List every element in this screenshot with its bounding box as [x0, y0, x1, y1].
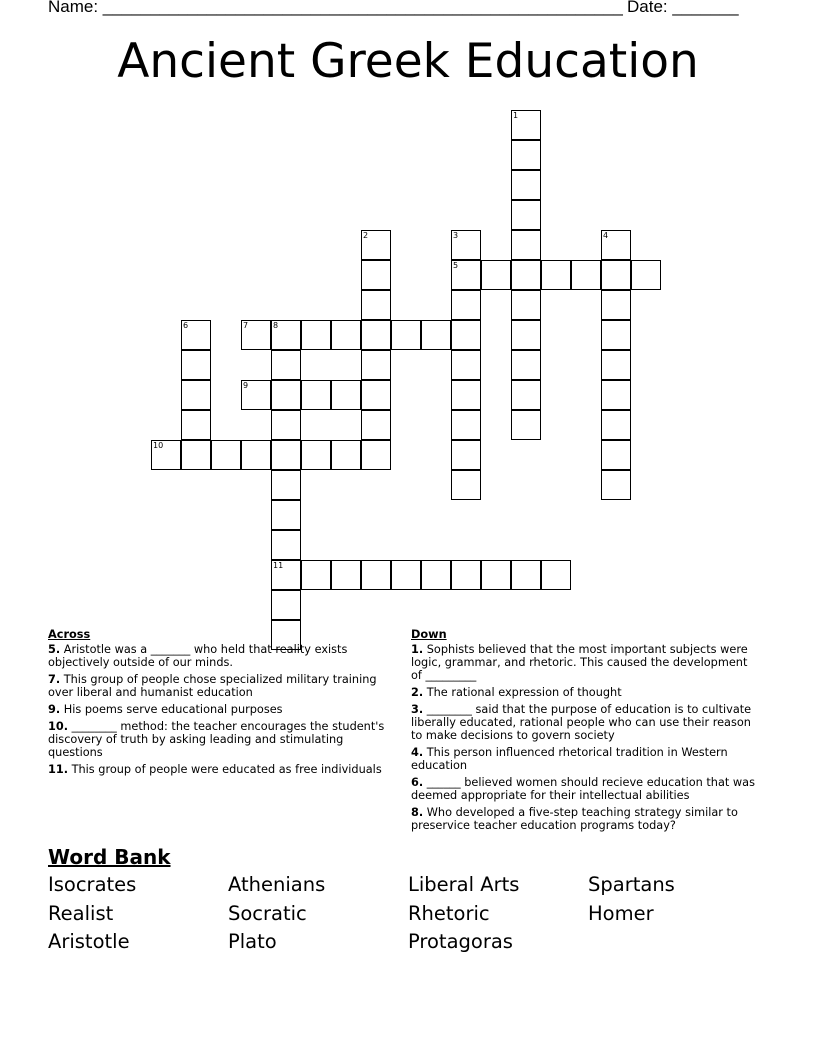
clue-number-label: 2 — [363, 231, 369, 240]
crossword-cell[interactable] — [271, 560, 301, 590]
crossword-cell[interactable] — [361, 230, 391, 260]
crossword-cell[interactable] — [511, 350, 541, 380]
crossword-cell[interactable] — [271, 350, 301, 380]
word-bank-word: Athenians — [228, 873, 326, 896]
crossword-cell[interactable] — [451, 290, 481, 320]
crossword-cell[interactable] — [451, 260, 481, 290]
crossword-cell[interactable] — [241, 320, 271, 350]
word-bank-word: Aristotle — [48, 930, 130, 953]
crossword-cell[interactable] — [301, 320, 331, 350]
crossword-cell[interactable] — [511, 170, 541, 200]
down-clue — [411, 746, 761, 772]
clue-number: 8. — [411, 806, 424, 819]
page-title: Ancient Greek Education — [117, 34, 699, 89]
clue-number-label: 5 — [453, 261, 459, 270]
clue-number-label: 11 — [273, 561, 284, 570]
crossword-cell[interactable] — [601, 320, 631, 350]
crossword-cell[interactable] — [331, 380, 361, 410]
crossword-cell[interactable] — [631, 260, 661, 290]
crossword-cell[interactable] — [601, 470, 631, 500]
clue-text: This person influenced rhetorical tradition in Western education — [411, 746, 728, 772]
crossword-cell[interactable] — [511, 260, 541, 290]
crossword-cell[interactable] — [361, 290, 391, 320]
name-field-label: Name: _______________________________________________________ — [48, 0, 623, 16]
clue-text: This group of people were educated as free individuals — [71, 763, 382, 776]
crossword-cell[interactable] — [391, 320, 421, 350]
crossword-cell[interactable] — [511, 560, 541, 590]
word-bank-word: Liberal Arts — [408, 873, 520, 896]
crossword-cell[interactable] — [331, 440, 361, 470]
down-clues — [411, 628, 761, 836]
clue-text: The rational expression of thought — [426, 686, 622, 699]
clue-number: 2. — [411, 686, 424, 699]
across-clue — [48, 763, 398, 776]
crossword-cell[interactable] — [571, 260, 601, 290]
crossword-cell[interactable] — [511, 230, 541, 260]
crossword-cell[interactable] — [331, 560, 361, 590]
across-clue — [48, 720, 398, 759]
crossword-cell[interactable] — [481, 260, 511, 290]
clue-text: ________ method: the teacher encourages the student's discovery of truth by asking leading and stimulating questions — [48, 720, 385, 759]
crossword-cell[interactable] — [361, 410, 391, 440]
crossword-cell[interactable] — [541, 260, 571, 290]
clue-number: 9. — [48, 703, 61, 716]
clue-text: This group of people chose specialized military training over liberal and humanist education — [48, 673, 377, 699]
down-clue — [411, 703, 761, 742]
clue-number: 4. — [411, 746, 424, 759]
word-bank-word: Spartans — [588, 873, 675, 896]
clue-text: Aristotle was a _______ who held that reality exists objectively outside of our minds. — [48, 643, 348, 669]
crossword-cell[interactable] — [451, 350, 481, 380]
clue-number: 3. — [411, 703, 424, 716]
down-clue — [411, 686, 761, 699]
crossword-cell[interactable] — [151, 440, 181, 470]
crossword-cell[interactable] — [511, 290, 541, 320]
clue-number-label: 7 — [243, 321, 249, 330]
across-clues — [48, 628, 398, 780]
clue-number: 5. — [48, 643, 61, 656]
word-bank-word: Realist — [48, 902, 114, 925]
crossword-cell[interactable] — [271, 470, 301, 500]
crossword-cell[interactable] — [601, 440, 631, 470]
crossword-cell[interactable] — [301, 380, 331, 410]
clue-text: ________ said that the purpose of education is to cultivate liberally educated, rational people who can use their reason to make decisions to govern society — [411, 703, 752, 742]
crossword-cell[interactable] — [241, 440, 271, 470]
crossword-cell[interactable] — [481, 560, 511, 590]
across-heading: Across — [48, 628, 91, 641]
crossword-cell[interactable] — [271, 500, 301, 530]
crossword-cell[interactable] — [361, 560, 391, 590]
clue-number-label: 4 — [603, 231, 609, 240]
clue-number-label: 6 — [183, 321, 189, 330]
crossword-cell[interactable] — [271, 380, 301, 410]
crossword-cell[interactable] — [511, 110, 541, 140]
word-bank-word: Plato — [228, 930, 277, 953]
crossword-cell[interactable] — [421, 320, 451, 350]
clue-number: 7. — [48, 673, 61, 686]
crossword-cell[interactable] — [181, 320, 211, 350]
clue-number-label: 1 — [513, 111, 519, 120]
down-clue — [411, 643, 761, 682]
clue-number: 10. — [48, 720, 69, 733]
crossword-cell[interactable] — [271, 440, 301, 470]
word-bank-word: Socratic — [228, 902, 307, 925]
clue-number-label: 3 — [453, 231, 459, 240]
crossword-cell[interactable] — [271, 530, 301, 560]
crossword-cell[interactable] — [601, 380, 631, 410]
crossword-cell[interactable] — [361, 320, 391, 350]
crossword-cell[interactable] — [421, 560, 451, 590]
clue-number-label: 10 — [153, 441, 164, 450]
clue-text: Who developed a five-step teaching strategy similar to preservice teacher education programs today? — [411, 806, 738, 832]
crossword-cell[interactable] — [361, 440, 391, 470]
date-field-label: Date: _______ — [627, 0, 739, 16]
crossword-cell[interactable] — [511, 320, 541, 350]
crossword-cell[interactable] — [241, 380, 271, 410]
clue-number: 11. — [48, 763, 69, 776]
down-clue — [411, 806, 761, 832]
crossword-cell[interactable] — [601, 260, 631, 290]
crossword-cell[interactable] — [361, 260, 391, 290]
across-clue — [48, 703, 398, 716]
crossword-cell[interactable] — [181, 380, 211, 410]
crossword-cell[interactable] — [271, 590, 301, 620]
word-bank-title: Word Bank — [48, 845, 171, 869]
crossword-cell[interactable] — [601, 230, 631, 260]
crossword-cell[interactable] — [451, 230, 481, 260]
word-bank-word: Protagoras — [408, 930, 513, 953]
crossword-cell[interactable] — [601, 350, 631, 380]
word-bank-word: Isocrates — [48, 873, 137, 896]
crossword-cell[interactable] — [451, 470, 481, 500]
crossword-cell[interactable] — [451, 440, 481, 470]
across-clue — [48, 673, 398, 699]
clue-text: ______ believed women should recieve education that was deemed appropriate for their intellectual abilities — [411, 776, 755, 802]
crossword-cell[interactable] — [361, 380, 391, 410]
crossword-cell[interactable] — [451, 380, 481, 410]
crossword-cell[interactable] — [181, 350, 211, 380]
across-clue — [48, 643, 398, 669]
crossword-cell[interactable] — [541, 560, 571, 590]
crossword-cell[interactable] — [451, 410, 481, 440]
down-clue — [411, 776, 761, 802]
crossword-cell[interactable] — [451, 320, 481, 350]
crossword-cell[interactable] — [601, 290, 631, 320]
crossword-cell[interactable] — [511, 380, 541, 410]
clue-text: Sophists believed that the most important subjects were logic, grammar, and rhetoric. This caused the development of _________ — [411, 643, 748, 682]
crossword-cell[interactable] — [181, 410, 211, 440]
crossword-cell[interactable] — [181, 440, 211, 470]
clue-number: 6. — [411, 776, 424, 789]
crossword-cell[interactable] — [511, 410, 541, 440]
clue-text: His poems serve educational purposes — [63, 703, 283, 716]
word-bank-word: Rhetoric — [408, 902, 490, 925]
crossword-cell[interactable] — [511, 200, 541, 230]
crossword-cell[interactable] — [271, 320, 301, 350]
clue-number-label: 9 — [243, 381, 249, 390]
crossword-cell[interactable] — [601, 410, 631, 440]
crossword-cell[interactable] — [511, 140, 541, 170]
crossword-cell[interactable] — [271, 410, 301, 440]
crossword-cell[interactable] — [391, 560, 421, 590]
crossword-cell[interactable] — [361, 350, 391, 380]
crossword-cell[interactable] — [451, 560, 481, 590]
clue-number: 1. — [411, 643, 424, 656]
down-heading: Down — [411, 628, 447, 641]
crossword-cell[interactable] — [301, 440, 331, 470]
clue-number-label: 8 — [273, 321, 279, 330]
crossword-cell[interactable] — [331, 320, 361, 350]
crossword-cell[interactable] — [211, 440, 241, 470]
word-bank-word: Homer — [588, 902, 654, 925]
crossword-cell[interactable] — [301, 560, 331, 590]
